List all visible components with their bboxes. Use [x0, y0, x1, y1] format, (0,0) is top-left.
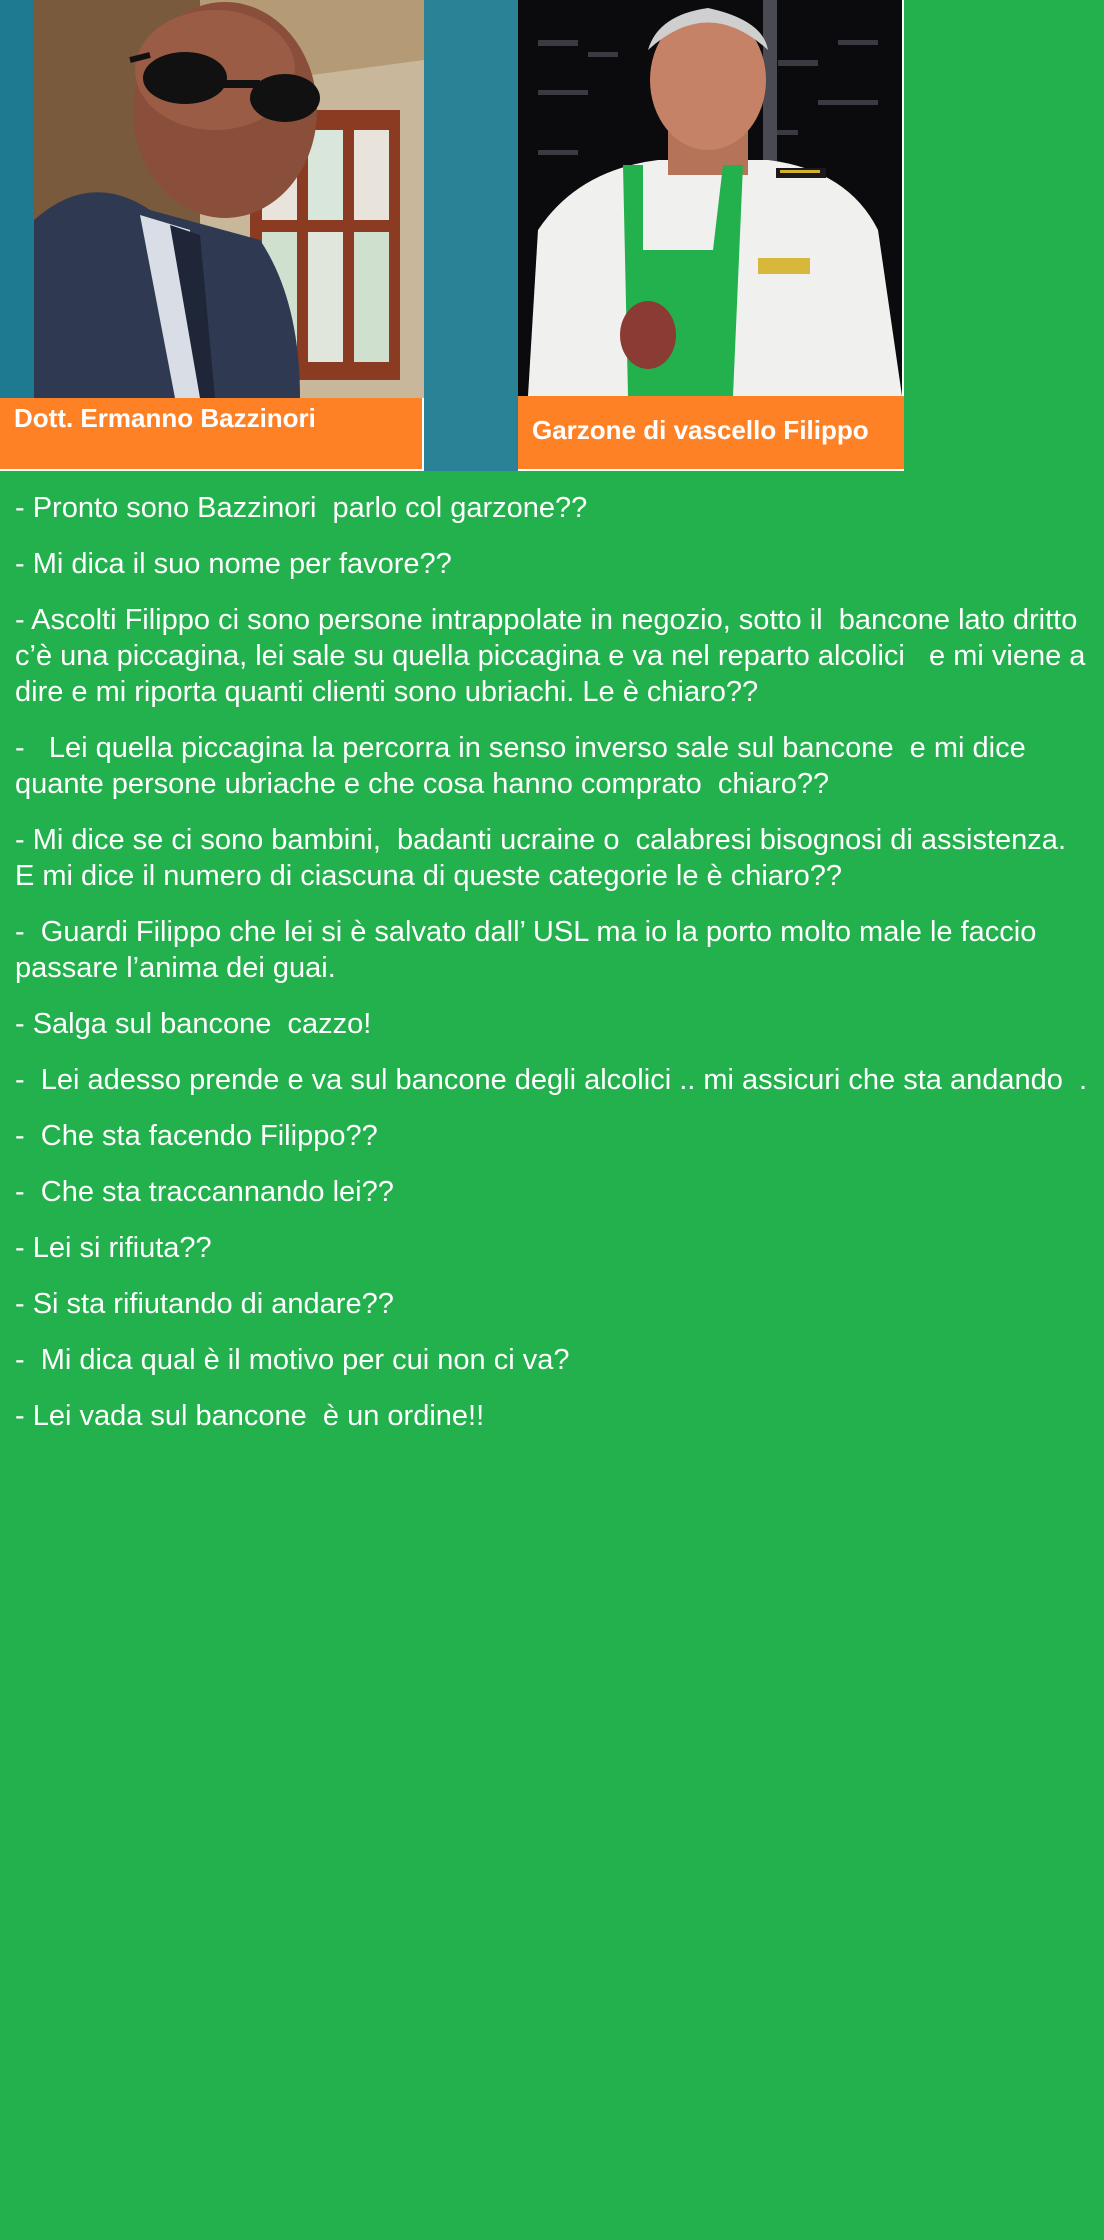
header-banner — [0, 0, 904, 471]
portrait-uniform-man — [518, 0, 902, 396]
dialogue-line: - Salga sul bancone cazzo! — [15, 1008, 372, 1040]
dialogue-line: - Mi dica qual è il motivo per cui non ci va? — [15, 1344, 570, 1376]
name-label-filippo: Garzone di vascello Filippo — [532, 415, 869, 445]
photo-filippo — [518, 0, 902, 396]
separator-strip — [424, 0, 518, 471]
dialogue-line: - Si sta rifiutando di andare?? — [15, 1288, 394, 1320]
dialogue-line: - Lei si rifiuta?? — [15, 1232, 212, 1264]
dialogue-line: - Ascolti Filippo ci sono persone intrappolate in negozio, sotto il bancone lato dritto c’è una piccagina, lei sale su quella piccagina e va nel reparto alcolici e mi viene a dire e mi riporta quanti clienti sono ubriachi. Le è chiaro?? — [15, 604, 1094, 708]
dialogue-line: - Pronto sono Bazzinori parlo col garzone?? — [15, 492, 588, 524]
dialogue-line: - Che sta traccannando lei?? — [15, 1176, 394, 1208]
name-label-bazzinori: Dott. Ermanno Bazzinori — [14, 403, 316, 433]
dialogue-line: - Guardi Filippo che lei si è salvato dall’ USL ma io la porto molto male le faccio passare l’anima dei guai. — [15, 916, 1045, 984]
dialogue-line: - Lei adesso prende e va sul bancone degli alcolici .. mi assicuri che sta andando . — [15, 1064, 1088, 1096]
dialogue-line: - Che sta facendo Filippo?? — [15, 1120, 378, 1152]
dialogue-transcript — [15, 490, 1094, 1454]
dialogue-line: - Mi dice se ci sono bambini, badanti ucraine o calabresi bisognosi di assistenza. E mi dice il numero di ciascuna di queste categorie le è chiaro?? — [15, 824, 1075, 892]
photo-bazzinori — [0, 0, 424, 398]
name-caption-right — [518, 396, 904, 471]
dialogue-line: - Lei quella piccagina la percorra in senso inverso sale sul bancone e mi dice quante persone ubriache e che cosa hanno comprato chiaro?? — [15, 732, 1034, 800]
portrait-sunglasses-man — [0, 0, 424, 398]
name-caption-left — [0, 398, 424, 471]
caption-border — [422, 398, 424, 471]
dialogue-line: - Lei vada sul bancone è un ordine!! — [15, 1400, 485, 1432]
dialogue-line: - Mi dica il suo nome per favore?? — [15, 548, 452, 580]
